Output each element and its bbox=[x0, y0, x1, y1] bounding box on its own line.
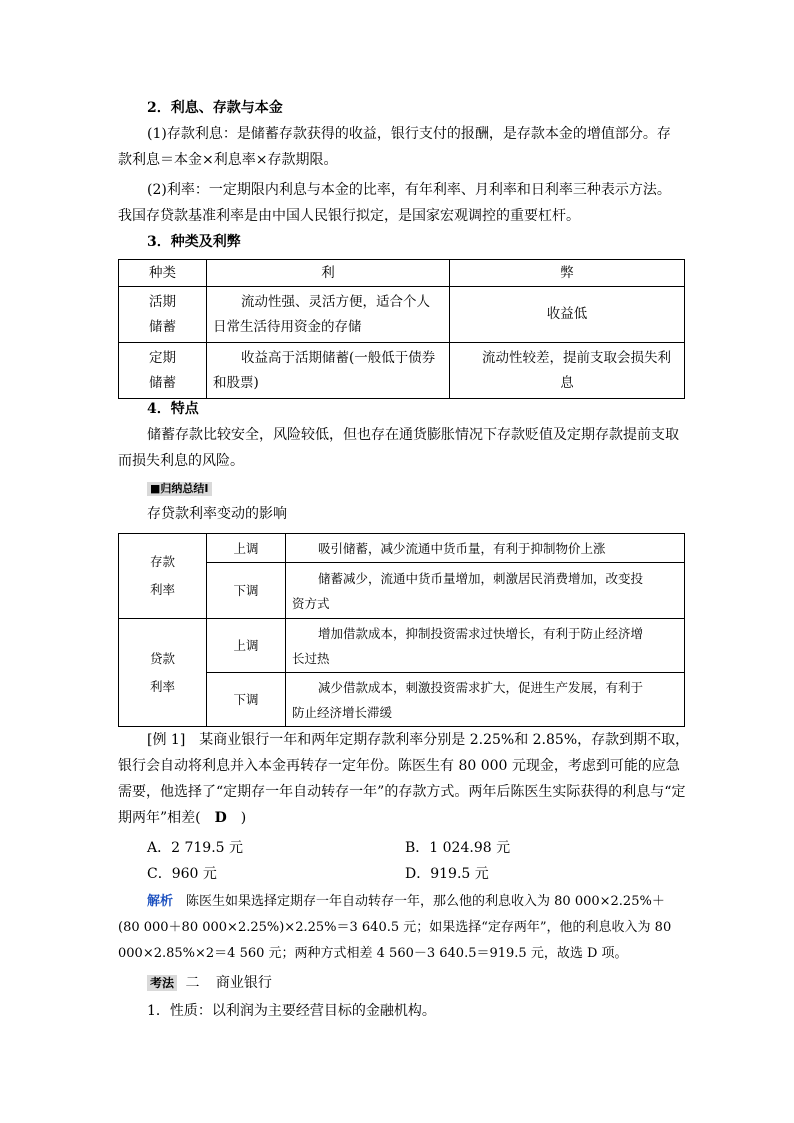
section-3-heading: 3．种类及利弊 bbox=[147, 234, 241, 250]
kaofa-heading bbox=[147, 970, 272, 996]
kaofa-tag: 考法 bbox=[147, 975, 177, 991]
header-con: 弊 bbox=[450, 260, 685, 287]
example-line2: 银行会自动将利息并入本金再转存一定年份。陈医生有 80 000 元现金，考虑到可能的应急 bbox=[118, 758, 680, 774]
option-b: B．1 024.98 元 bbox=[405, 840, 511, 856]
loan-up-effect: 增加借款成本，抑制投资需求过快增长，有利于防止经济增 长过热 bbox=[286, 619, 685, 673]
deposit-down-label: 下调 bbox=[207, 563, 286, 619]
rate-impact-table bbox=[118, 533, 685, 727]
table-row bbox=[119, 287, 685, 343]
loan-down-label: 下调 bbox=[207, 673, 286, 727]
header-type: 种类 bbox=[119, 260, 207, 287]
table-row bbox=[119, 619, 685, 673]
summary-tag: ■归纳总结Ⅰ bbox=[147, 478, 212, 498]
summary-title: 存贷款利率变动的影响 bbox=[147, 506, 287, 522]
analysis-line3: 000×2.85%×2＝4 560 元；两种方式相差 4 560－3 640.5＝919.5 元，故选 D 项。 bbox=[118, 946, 628, 961]
loan-up-label: 上调 bbox=[207, 619, 286, 673]
kaofa-number: 二 bbox=[185, 975, 200, 991]
option-a: A．2 719.5 元 bbox=[147, 840, 243, 856]
type-line: 储蓄 bbox=[149, 374, 176, 391]
pro-line: 收益高于活期储蓄(一般低于债券 bbox=[241, 349, 436, 366]
con-cell bbox=[450, 343, 685, 399]
option-c: C．960 元 bbox=[147, 866, 217, 882]
table-header-row bbox=[119, 260, 685, 287]
pro-cell bbox=[207, 287, 450, 343]
type-line: 活期 bbox=[149, 293, 176, 310]
pro-line: 和股票) bbox=[213, 374, 259, 391]
analysis-line1: 解析 陈医生如果选择定期存一年自动转存一年，那么他的利息收入为 80 000×2.25%＋ bbox=[147, 894, 665, 909]
type-line: 储蓄 bbox=[149, 318, 176, 335]
header-pro: 利 bbox=[207, 260, 450, 287]
con-line: 流动性较差，提前支取会损失利 bbox=[482, 349, 671, 366]
section-4-heading: 4．特点 bbox=[147, 401, 199, 417]
deposit-down-effect: 储蓄减少，流通中货币量增加，刺激居民消费增加，改变投 资方式 bbox=[286, 563, 685, 619]
example-line1: [例 1] 某商业银行一年和两年定期存款利率分别是 2.25%和 2.85%，存款到期不取， bbox=[147, 732, 690, 748]
pro-line: 流动性强、灵活方便，适合个人 bbox=[241, 293, 430, 310]
deposit-interest-line2: 款利息＝本金×利息率×存款期限。 bbox=[118, 152, 338, 168]
deposit-rate-cell: 存款 利率 bbox=[119, 534, 207, 619]
option-d: D．919.5 元 bbox=[405, 866, 489, 882]
example-line4: 期两年”相差( D ) bbox=[118, 810, 247, 826]
example-line3: 需要，他选择了“定期存一年自动转存一年”的存款方式。两年后陈医生实际获得的利息与“定 bbox=[118, 784, 686, 800]
commercial-bank-nature: 1．性质：以利润为主要经营目标的金融机构。 bbox=[147, 1003, 436, 1019]
table-row bbox=[119, 534, 685, 563]
table-row bbox=[119, 343, 685, 399]
con-line: 收益低 bbox=[546, 306, 588, 322]
analysis-line2: (80 000＋80 000×2.25%)×2.25%＝3 640.5 元；如果选择“定存两年”，他的利息收入为 80 bbox=[118, 920, 672, 935]
con-cell bbox=[450, 287, 685, 343]
interest-rate-line2: 我国存贷款基准利率是由中国人民银行拟定，是国家宏观调控的重要杠杆。 bbox=[118, 208, 580, 224]
kaofa-title: 商业银行 bbox=[215, 975, 272, 991]
answer-letter: D bbox=[214, 810, 227, 826]
deposit-up-label: 上调 bbox=[207, 534, 286, 563]
loan-rate-cell: 贷款 利率 bbox=[119, 619, 207, 727]
type-line: 定期 bbox=[149, 349, 176, 366]
type-cell bbox=[119, 343, 207, 399]
pro-line: 日常生活待用资金的存储 bbox=[213, 318, 362, 335]
features-line1: 储蓄存款比较安全，风险较低，但也存在通货膨胀情况下存款贬值及定期存款提前支取 bbox=[147, 427, 679, 443]
deposit-interest-line1: (1)存款利息：是储蓄存款获得的收益，银行支付的报酬，是存款本金的增值部分。存 bbox=[147, 126, 671, 142]
pro-cell bbox=[207, 343, 450, 399]
type-cell bbox=[119, 287, 207, 343]
savings-types-table bbox=[118, 259, 685, 399]
features-line2: 而损失利息的风险。 bbox=[118, 453, 244, 469]
section-2-heading: 2．利息、存款与本金 bbox=[147, 100, 283, 116]
loan-down-effect: 减少借款成本，刺激投资需求扩大，促进生产发展，有利于 防止经济增长滞缓 bbox=[286, 673, 685, 727]
deposit-up-effect: 吸引储蓄，减少流通中货币量，有利于抑制物价上涨 bbox=[286, 534, 685, 563]
interest-rate-line1: (2)利率：一定期限内利息与本金的比率，有年利率、月利率和日利率三种表示方法。 bbox=[147, 182, 671, 198]
con-line: 息 bbox=[560, 374, 574, 391]
analysis-label: 解析 bbox=[147, 894, 174, 909]
